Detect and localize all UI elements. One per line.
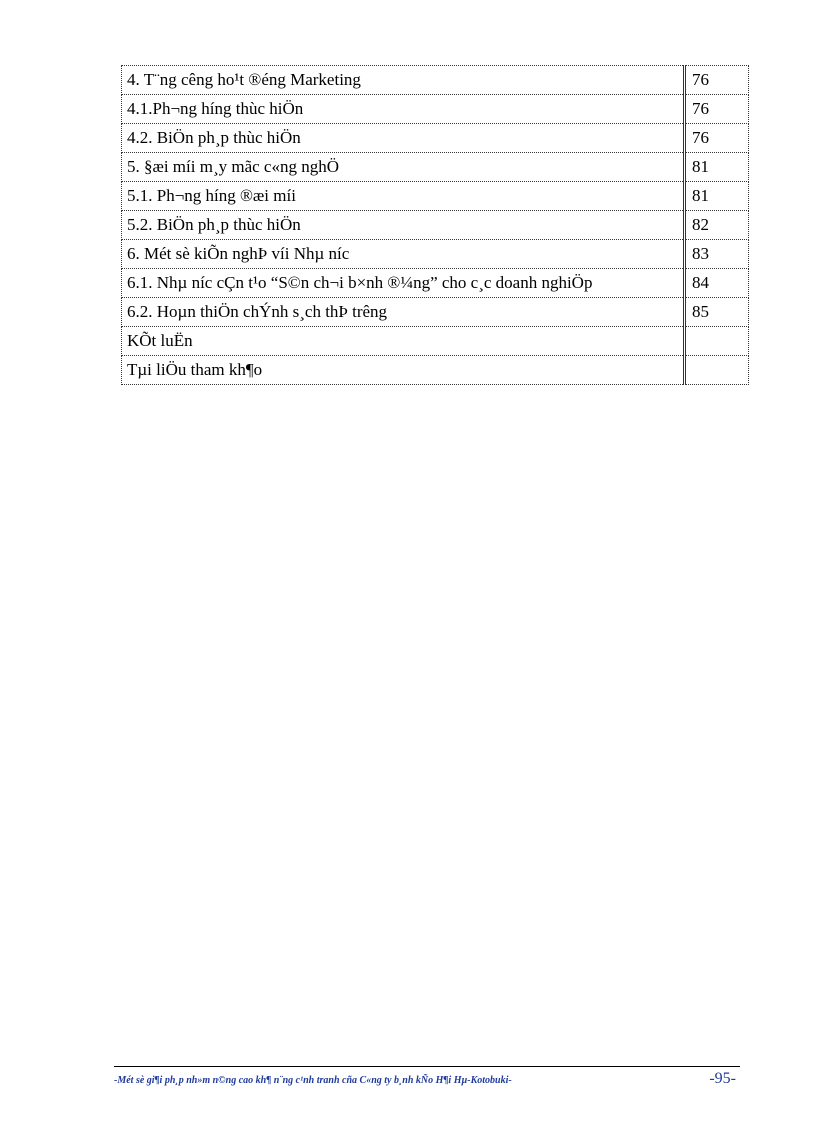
- toc-row: [122, 356, 749, 385]
- toc-entry-page: 76: [685, 95, 749, 124]
- toc-entry-title: KÕt luËn: [122, 327, 685, 356]
- toc-row: [122, 269, 749, 298]
- toc-row: [122, 66, 749, 95]
- toc-row: [122, 240, 749, 269]
- toc-entry-title: 6.1. Nhµ níc cÇn t¹o “S©n ch¬i b×nh ®¼ng” cho c¸c doanh nghiÖp: [122, 269, 685, 298]
- toc-entry-page: 76: [685, 66, 749, 95]
- toc-row: [122, 298, 749, 327]
- toc-entry-title: Tµi liÖu tham kh¶o: [122, 356, 685, 385]
- toc-entry-page: [685, 356, 749, 385]
- toc-entry-page: 76: [685, 124, 749, 153]
- toc-entry-title: 6. Mét sè kiÕn nghÞ víi Nhµ níc: [122, 240, 685, 269]
- toc-row: [122, 182, 749, 211]
- toc-row: [122, 327, 749, 356]
- footer-page-number: -95-: [709, 1070, 736, 1087]
- toc-entry-title: 5.1. Ph¬ng híng ®æi míi: [122, 182, 685, 211]
- toc-entry-title: 4. T¨ng cêng ho¹t ®éng Marketing: [122, 66, 685, 95]
- toc-entry-page: 81: [685, 153, 749, 182]
- toc-entry-page: 82: [685, 211, 749, 240]
- toc-entry-page: 83: [685, 240, 749, 269]
- footer-divider: [114, 1066, 740, 1067]
- table-of-contents: [121, 65, 749, 385]
- footer-document-title: -Mét sè gi¶i ph¸p nh»m n©ng cao kh¶ n¨ng c¹nh tranh cña C«ng ty b¸nh kÑo H¶i Hµ-Kotobuki-: [114, 1075, 512, 1086]
- toc-entry-title: 5. §æi míi m¸y mãc c«ng nghÖ: [122, 153, 685, 182]
- toc-entry-page: [685, 327, 749, 356]
- toc-row: [122, 211, 749, 240]
- toc-entry-title: 4.2. BiÖn ph¸p thùc hiÖn: [122, 124, 685, 153]
- toc-entry-title: 5.2. BiÖn ph¸p thùc hiÖn: [122, 211, 685, 240]
- toc-entry-page: 85: [685, 298, 749, 327]
- toc-entry-page: 81: [685, 182, 749, 211]
- toc-row: [122, 153, 749, 182]
- toc-row: [122, 124, 749, 153]
- page-footer: [114, 1070, 740, 1090]
- toc-row: [122, 95, 749, 124]
- toc-entry-page: 84: [685, 269, 749, 298]
- toc-entry-title: 6.2. Hoµn thiÖn chÝnh s¸ch thÞ trêng: [122, 298, 685, 327]
- toc-entry-title: 4.1.Ph¬ng híng thùc hiÖn: [122, 95, 685, 124]
